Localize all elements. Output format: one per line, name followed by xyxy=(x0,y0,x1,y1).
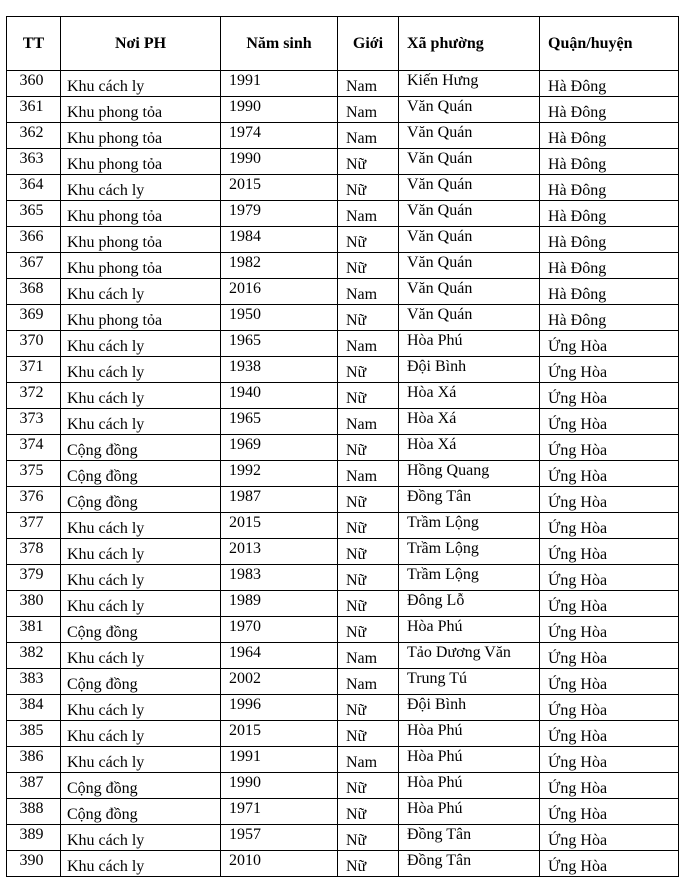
cell-ward: Hòa Xá xyxy=(399,406,540,432)
table-row xyxy=(7,747,679,773)
cell-year: 1990 xyxy=(221,146,338,172)
cell-gender: Nam xyxy=(338,646,399,672)
table-row xyxy=(7,669,679,695)
cell-year: 1984 xyxy=(221,224,338,250)
cell-place: Khu cách ly xyxy=(61,724,221,750)
cell-year: 1965 xyxy=(221,328,338,354)
cell-place: Cộng đồng xyxy=(61,776,221,802)
cell-ward: Hồng Quang xyxy=(399,458,540,484)
cell-place: Khu phong tỏa xyxy=(61,126,221,152)
cell-year: 2016 xyxy=(221,276,338,302)
cell-gender: Nữ xyxy=(338,152,399,178)
cell-district: Hà Đông xyxy=(540,126,679,152)
cell-tt: 382 xyxy=(7,640,61,666)
cell-district: Ứng Hòa xyxy=(540,646,679,672)
table-row xyxy=(7,201,679,227)
cell-gender: Nam xyxy=(338,412,399,438)
table-row xyxy=(7,435,679,461)
cell-tt: 363 xyxy=(7,146,61,172)
header-ward: Xã phường xyxy=(399,17,540,71)
cell-gender: Nam xyxy=(338,464,399,490)
cell-tt: 385 xyxy=(7,718,61,744)
cell-ward: Văn Quán xyxy=(399,120,540,146)
cell-ward: Hòa Phú xyxy=(399,796,540,822)
cell-place: Khu cách ly xyxy=(61,698,221,724)
cell-district: Ứng Hòa xyxy=(540,828,679,854)
table-row xyxy=(7,695,679,721)
table-row xyxy=(7,123,679,149)
cell-gender: Nữ xyxy=(338,568,399,594)
table-row xyxy=(7,799,679,825)
cell-gender: Nữ xyxy=(338,360,399,386)
cell-ward: Tảo Dương Văn xyxy=(399,640,540,666)
cell-tt: 374 xyxy=(7,432,61,458)
cell-tt: 389 xyxy=(7,822,61,848)
cell-district: Ứng Hòa xyxy=(540,854,679,880)
cell-place: Khu cách ly xyxy=(61,74,221,100)
cell-place: Khu cách ly xyxy=(61,568,221,594)
cell-district: Hà Đông xyxy=(540,308,679,334)
cell-tt: 390 xyxy=(7,848,61,874)
cell-ward: Trầm Lộng xyxy=(399,510,540,536)
cell-tt: 380 xyxy=(7,588,61,614)
table-row xyxy=(7,513,679,539)
cell-tt: 365 xyxy=(7,198,61,224)
table-row xyxy=(7,279,679,305)
cell-gender: Nữ xyxy=(338,386,399,412)
cell-gender: Nữ xyxy=(338,542,399,568)
cell-district: Hà Đông xyxy=(540,256,679,282)
cell-place: Khu phong tỏa xyxy=(61,230,221,256)
cell-gender: Nữ xyxy=(338,438,399,464)
cell-year: 1970 xyxy=(221,614,338,640)
cell-place: Cộng đồng xyxy=(61,802,221,828)
cell-district: Hà Đông xyxy=(540,204,679,230)
cell-place: Khu phong tỏa xyxy=(61,308,221,334)
cell-ward: Hòa Phú xyxy=(399,770,540,796)
cell-place: Khu phong tỏa xyxy=(61,204,221,230)
cell-district: Ứng Hòa xyxy=(540,464,679,490)
cell-ward: Đội Bình xyxy=(399,692,540,718)
cell-place: Cộng đồng xyxy=(61,490,221,516)
cell-ward: Hòa Phú xyxy=(399,744,540,770)
cell-gender: Nữ xyxy=(338,724,399,750)
cell-place: Khu cách ly xyxy=(61,282,221,308)
cell-tt: 372 xyxy=(7,380,61,406)
table-row xyxy=(7,617,679,643)
cell-place: Khu cách ly xyxy=(61,178,221,204)
cell-gender: Nam xyxy=(338,750,399,776)
cell-tt: 361 xyxy=(7,94,61,120)
cell-district: Ứng Hòa xyxy=(540,724,679,750)
cell-tt: 376 xyxy=(7,484,61,510)
cell-ward: Đồng Tân xyxy=(399,848,540,874)
cell-ward: Đông Lỗ xyxy=(399,588,540,614)
cell-gender: Nam xyxy=(338,74,399,100)
header-tt: TT xyxy=(7,17,61,71)
cell-ward: Đồng Tân xyxy=(399,484,540,510)
table-row xyxy=(7,487,679,513)
cell-ward: Trầm Lộng xyxy=(399,536,540,562)
cell-district: Ứng Hòa xyxy=(540,750,679,776)
cell-year: 1989 xyxy=(221,588,338,614)
cell-tt: 360 xyxy=(7,68,61,94)
cell-district: Ứng Hòa xyxy=(540,490,679,516)
cell-place: Khu cách ly xyxy=(61,360,221,386)
table-row xyxy=(7,773,679,799)
cell-tt: 370 xyxy=(7,328,61,354)
header-row xyxy=(7,17,679,71)
cell-district: Ứng Hòa xyxy=(540,386,679,412)
cell-tt: 373 xyxy=(7,406,61,432)
cell-district: Ứng Hòa xyxy=(540,698,679,724)
cell-district: Ứng Hòa xyxy=(540,334,679,360)
cell-district: Ứng Hòa xyxy=(540,776,679,802)
cell-year: 1990 xyxy=(221,770,338,796)
cell-district: Ứng Hòa xyxy=(540,620,679,646)
cell-tt: 386 xyxy=(7,744,61,770)
table-row xyxy=(7,383,679,409)
cell-year: 1957 xyxy=(221,822,338,848)
cell-district: Hà Đông xyxy=(540,230,679,256)
table-row xyxy=(7,71,679,97)
table-row xyxy=(7,331,679,357)
cell-gender: Nam xyxy=(338,100,399,126)
cell-place: Khu cách ly xyxy=(61,334,221,360)
cell-district: Ứng Hòa xyxy=(540,672,679,698)
cell-gender: Nữ xyxy=(338,516,399,542)
cell-year: 2015 xyxy=(221,510,338,536)
cell-district: Ứng Hòa xyxy=(540,516,679,542)
patient-table xyxy=(6,16,679,877)
cell-gender: Nữ xyxy=(338,594,399,620)
cell-ward: Hòa Phú xyxy=(399,614,540,640)
cell-district: Hà Đông xyxy=(540,178,679,204)
table-row xyxy=(7,721,679,747)
cell-gender: Nam xyxy=(338,282,399,308)
cell-tt: 384 xyxy=(7,692,61,718)
cell-ward: Đội Bình xyxy=(399,354,540,380)
cell-year: 1969 xyxy=(221,432,338,458)
cell-year: 1971 xyxy=(221,796,338,822)
table-row xyxy=(7,357,679,383)
table-body xyxy=(7,71,679,877)
cell-tt: 366 xyxy=(7,224,61,250)
cell-gender: Nữ xyxy=(338,230,399,256)
cell-year: 1974 xyxy=(221,120,338,146)
cell-year: 1987 xyxy=(221,484,338,510)
cell-place: Khu cách ly xyxy=(61,750,221,776)
cell-year: 1938 xyxy=(221,354,338,380)
cell-year: 1996 xyxy=(221,692,338,718)
cell-ward: Văn Quán xyxy=(399,198,540,224)
cell-year: 1991 xyxy=(221,68,338,94)
cell-place: Khu cách ly xyxy=(61,828,221,854)
cell-district: Hà Đông xyxy=(540,100,679,126)
cell-year: 1982 xyxy=(221,250,338,276)
cell-gender: Nam xyxy=(338,334,399,360)
cell-year: 1992 xyxy=(221,458,338,484)
cell-ward: Văn Quán xyxy=(399,302,540,328)
cell-place: Cộng đồng xyxy=(61,620,221,646)
table-row xyxy=(7,175,679,201)
cell-gender: Nữ xyxy=(338,490,399,516)
cell-ward: Trung Tú xyxy=(399,666,540,692)
table-row xyxy=(7,149,679,175)
cell-ward: Đồng Tân xyxy=(399,822,540,848)
cell-place: Cộng đồng xyxy=(61,438,221,464)
cell-tt: 367 xyxy=(7,250,61,276)
cell-gender: Nữ xyxy=(338,256,399,282)
header-gender: Giới xyxy=(338,17,399,71)
cell-district: Ứng Hòa xyxy=(540,438,679,464)
cell-year: 1990 xyxy=(221,94,338,120)
table-row xyxy=(7,591,679,617)
header-district: Quận/huyện xyxy=(540,17,679,71)
cell-place: Khu cách ly xyxy=(61,516,221,542)
cell-place: Khu cách ly xyxy=(61,854,221,880)
table-row xyxy=(7,227,679,253)
table-row xyxy=(7,97,679,123)
cell-gender: Nữ xyxy=(338,178,399,204)
cell-place: Khu cách ly xyxy=(61,542,221,568)
cell-ward: Hòa Phú xyxy=(399,328,540,354)
cell-district: Ứng Hòa xyxy=(540,802,679,828)
table-row xyxy=(7,825,679,851)
cell-year: 2013 xyxy=(221,536,338,562)
cell-tt: 381 xyxy=(7,614,61,640)
cell-gender: Nữ xyxy=(338,308,399,334)
table-row xyxy=(7,539,679,565)
table-row xyxy=(7,253,679,279)
cell-year: 2015 xyxy=(221,718,338,744)
cell-tt: 383 xyxy=(7,666,61,692)
cell-tt: 369 xyxy=(7,302,61,328)
table-row xyxy=(7,851,679,877)
cell-gender: Nữ xyxy=(338,854,399,880)
cell-district: Hà Đông xyxy=(540,74,679,100)
cell-tt: 377 xyxy=(7,510,61,536)
cell-gender: Nữ xyxy=(338,828,399,854)
cell-tt: 375 xyxy=(7,458,61,484)
cell-place: Khu cách ly xyxy=(61,594,221,620)
header-place: Nơi PH xyxy=(61,17,221,71)
cell-district: Hà Đông xyxy=(540,152,679,178)
cell-tt: 378 xyxy=(7,536,61,562)
cell-gender: Nữ xyxy=(338,620,399,646)
cell-ward: Trầm Lộng xyxy=(399,562,540,588)
cell-gender: Nam xyxy=(338,672,399,698)
cell-place: Khu phong tỏa xyxy=(61,256,221,282)
cell-gender: Nữ xyxy=(338,802,399,828)
cell-ward: Hòa Xá xyxy=(399,432,540,458)
cell-district: Ứng Hòa xyxy=(540,360,679,386)
cell-district: Hà Đông xyxy=(540,282,679,308)
cell-ward: Hòa Xá xyxy=(399,380,540,406)
cell-place: Khu cách ly xyxy=(61,412,221,438)
cell-tt: 371 xyxy=(7,354,61,380)
cell-tt: 362 xyxy=(7,120,61,146)
cell-year: 2015 xyxy=(221,172,338,198)
cell-place: Khu cách ly xyxy=(61,386,221,412)
cell-year: 1979 xyxy=(221,198,338,224)
cell-ward: Hòa Phú xyxy=(399,718,540,744)
cell-gender: Nữ xyxy=(338,776,399,802)
cell-tt: 368 xyxy=(7,276,61,302)
cell-ward: Văn Quán xyxy=(399,146,540,172)
cell-tt: 379 xyxy=(7,562,61,588)
cell-ward: Văn Quán xyxy=(399,250,540,276)
cell-gender: Nam xyxy=(338,126,399,152)
cell-year: 1983 xyxy=(221,562,338,588)
cell-year: 2010 xyxy=(221,848,338,874)
cell-ward: Văn Quán xyxy=(399,276,540,302)
table-row xyxy=(7,565,679,591)
cell-place: Khu phong tỏa xyxy=(61,152,221,178)
cell-district: Ứng Hòa xyxy=(540,542,679,568)
cell-year: 1940 xyxy=(221,380,338,406)
cell-year: 1964 xyxy=(221,640,338,666)
cell-gender: Nam xyxy=(338,204,399,230)
cell-district: Ứng Hòa xyxy=(540,594,679,620)
cell-gender: Nữ xyxy=(338,698,399,724)
cell-place: Cộng đồng xyxy=(61,464,221,490)
table-row xyxy=(7,643,679,669)
table-row xyxy=(7,409,679,435)
cell-ward: Kiến Hưng xyxy=(399,68,540,94)
cell-year: 1965 xyxy=(221,406,338,432)
cell-tt: 387 xyxy=(7,770,61,796)
table-row xyxy=(7,461,679,487)
cell-year: 1950 xyxy=(221,302,338,328)
cell-ward: Văn Quán xyxy=(399,172,540,198)
cell-year: 1991 xyxy=(221,744,338,770)
cell-place: Cộng đồng xyxy=(61,672,221,698)
cell-tt: 364 xyxy=(7,172,61,198)
cell-place: Khu cách ly xyxy=(61,646,221,672)
cell-year: 2002 xyxy=(221,666,338,692)
cell-district: Ứng Hòa xyxy=(540,412,679,438)
cell-ward: Văn Quán xyxy=(399,94,540,120)
cell-ward: Văn Quán xyxy=(399,224,540,250)
cell-place: Khu phong tỏa xyxy=(61,100,221,126)
cell-district: Ứng Hòa xyxy=(540,568,679,594)
table-row xyxy=(7,305,679,331)
cell-tt: 388 xyxy=(7,796,61,822)
header-year: Năm sinh xyxy=(221,17,338,71)
